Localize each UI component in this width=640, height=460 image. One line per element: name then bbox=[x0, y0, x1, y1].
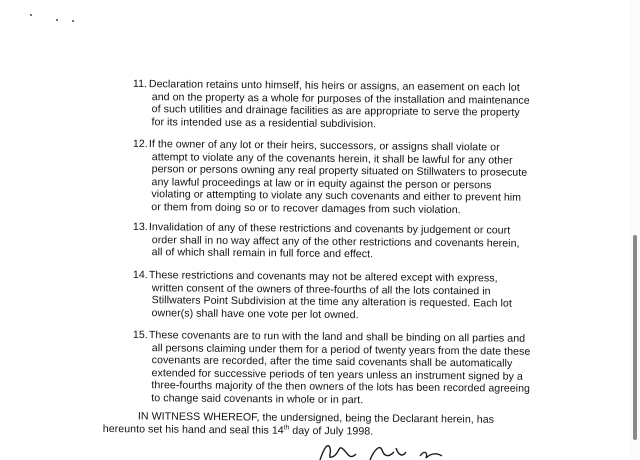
paragraph-line: any lawful proceedings at law or in equity against the person or persons bbox=[151, 175, 492, 192]
paragraph-line: These covenants are to run with the land and shall be binding on all parties and bbox=[148, 329, 526, 345]
paragraph-line: written consent of the owners of three-fourths of all the lots contained in bbox=[151, 281, 491, 298]
paragraph-line: or them from doing so or to recover damages from such violation. bbox=[151, 201, 461, 217]
covenant-paragraph-12 bbox=[132, 137, 528, 217]
paragraph-line: three-fourths majority of the then owners of the lots has been recorded agreeing bbox=[151, 379, 531, 396]
paragraph-number: 14. bbox=[132, 268, 148, 282]
scan-speck bbox=[30, 14, 32, 16]
scan-speck bbox=[56, 19, 58, 21]
paragraph-line: attempt to violate any of the covenants herein, it shall be lawful for any other bbox=[151, 150, 513, 167]
paragraph-number: 13. bbox=[132, 220, 148, 234]
paragraph-line: covenants are recorded, after the time said covenants shall be automatically bbox=[151, 354, 513, 370]
paragraph-line: These restrictions and covenants may not be altered except with express, bbox=[148, 269, 498, 285]
covenant-paragraph-14 bbox=[132, 268, 525, 323]
paragraph-line: violating or attempting to violate any such covenants and either to prevent him bbox=[151, 188, 522, 205]
paragraph-line: If the owner of any lot or their heirs, successors, or assigns shall violate or bbox=[148, 138, 500, 154]
paragraph-line: of such utilities and drainage facilities as are appropriate to serve the property bbox=[151, 103, 520, 119]
paragraph-line: order shall in no way affect any of the other restrictions and covenants herein, bbox=[151, 233, 520, 250]
paragraph-line: Declaration retains unto himself, his heirs or assigns, an easement on each lot bbox=[148, 78, 520, 94]
paragraph-line: Invalidation of any of these restrictions and covenants by judgement or court bbox=[148, 221, 511, 237]
paragraph-line: extended for successive periods of ten years unless an instrument signed by a bbox=[151, 366, 523, 383]
covenant-paragraph-15 bbox=[132, 328, 531, 408]
scan-speck bbox=[72, 20, 74, 22]
covenant-paragraph-11 bbox=[132, 77, 530, 132]
paragraph-number: 11. bbox=[132, 77, 148, 91]
paragraph-line: owner(s) shall have one vote per lot owned. bbox=[151, 306, 359, 321]
date-ordinal-suffix: th bbox=[283, 423, 290, 431]
scrollbar-thumb[interactable] bbox=[633, 235, 637, 440]
witness-clause bbox=[103, 410, 523, 439]
vertical-scrollbar[interactable] bbox=[630, 0, 640, 460]
covenant-paragraph-13 bbox=[132, 220, 525, 263]
paragraph-line: and on the property as a whole for purposes of the installation and maintenance bbox=[151, 90, 530, 107]
paragraph-number: 15. bbox=[132, 328, 148, 342]
paragraph-line: all persons claiming under them for a period of twenty years from the date these bbox=[151, 341, 531, 358]
paragraph-number: 12. bbox=[132, 137, 148, 151]
paragraph-line: to change said covenants in whole or in part. bbox=[151, 392, 364, 407]
witness-line: IN WITNESS WHEREOF, the undersigned, being the Declarant herein, has bbox=[137, 410, 495, 426]
handwritten-signature bbox=[310, 438, 450, 460]
witness-date-prefix: hereunto set his hand and seal this 14 bbox=[102, 422, 284, 437]
paragraph-line: all of which shall remain in full force and effect. bbox=[151, 246, 374, 261]
paragraph-line: for its intended use as a residential subdivision. bbox=[151, 115, 377, 131]
witness-date-suffix: day of July 1998. bbox=[289, 424, 374, 438]
paragraph-line: person or persons owning any real property situated on Stillwaters to prosecute bbox=[151, 163, 528, 179]
paragraph-line: Stillwaters Point Subdivision at the time any alteration is requested. Each lot bbox=[151, 294, 512, 310]
